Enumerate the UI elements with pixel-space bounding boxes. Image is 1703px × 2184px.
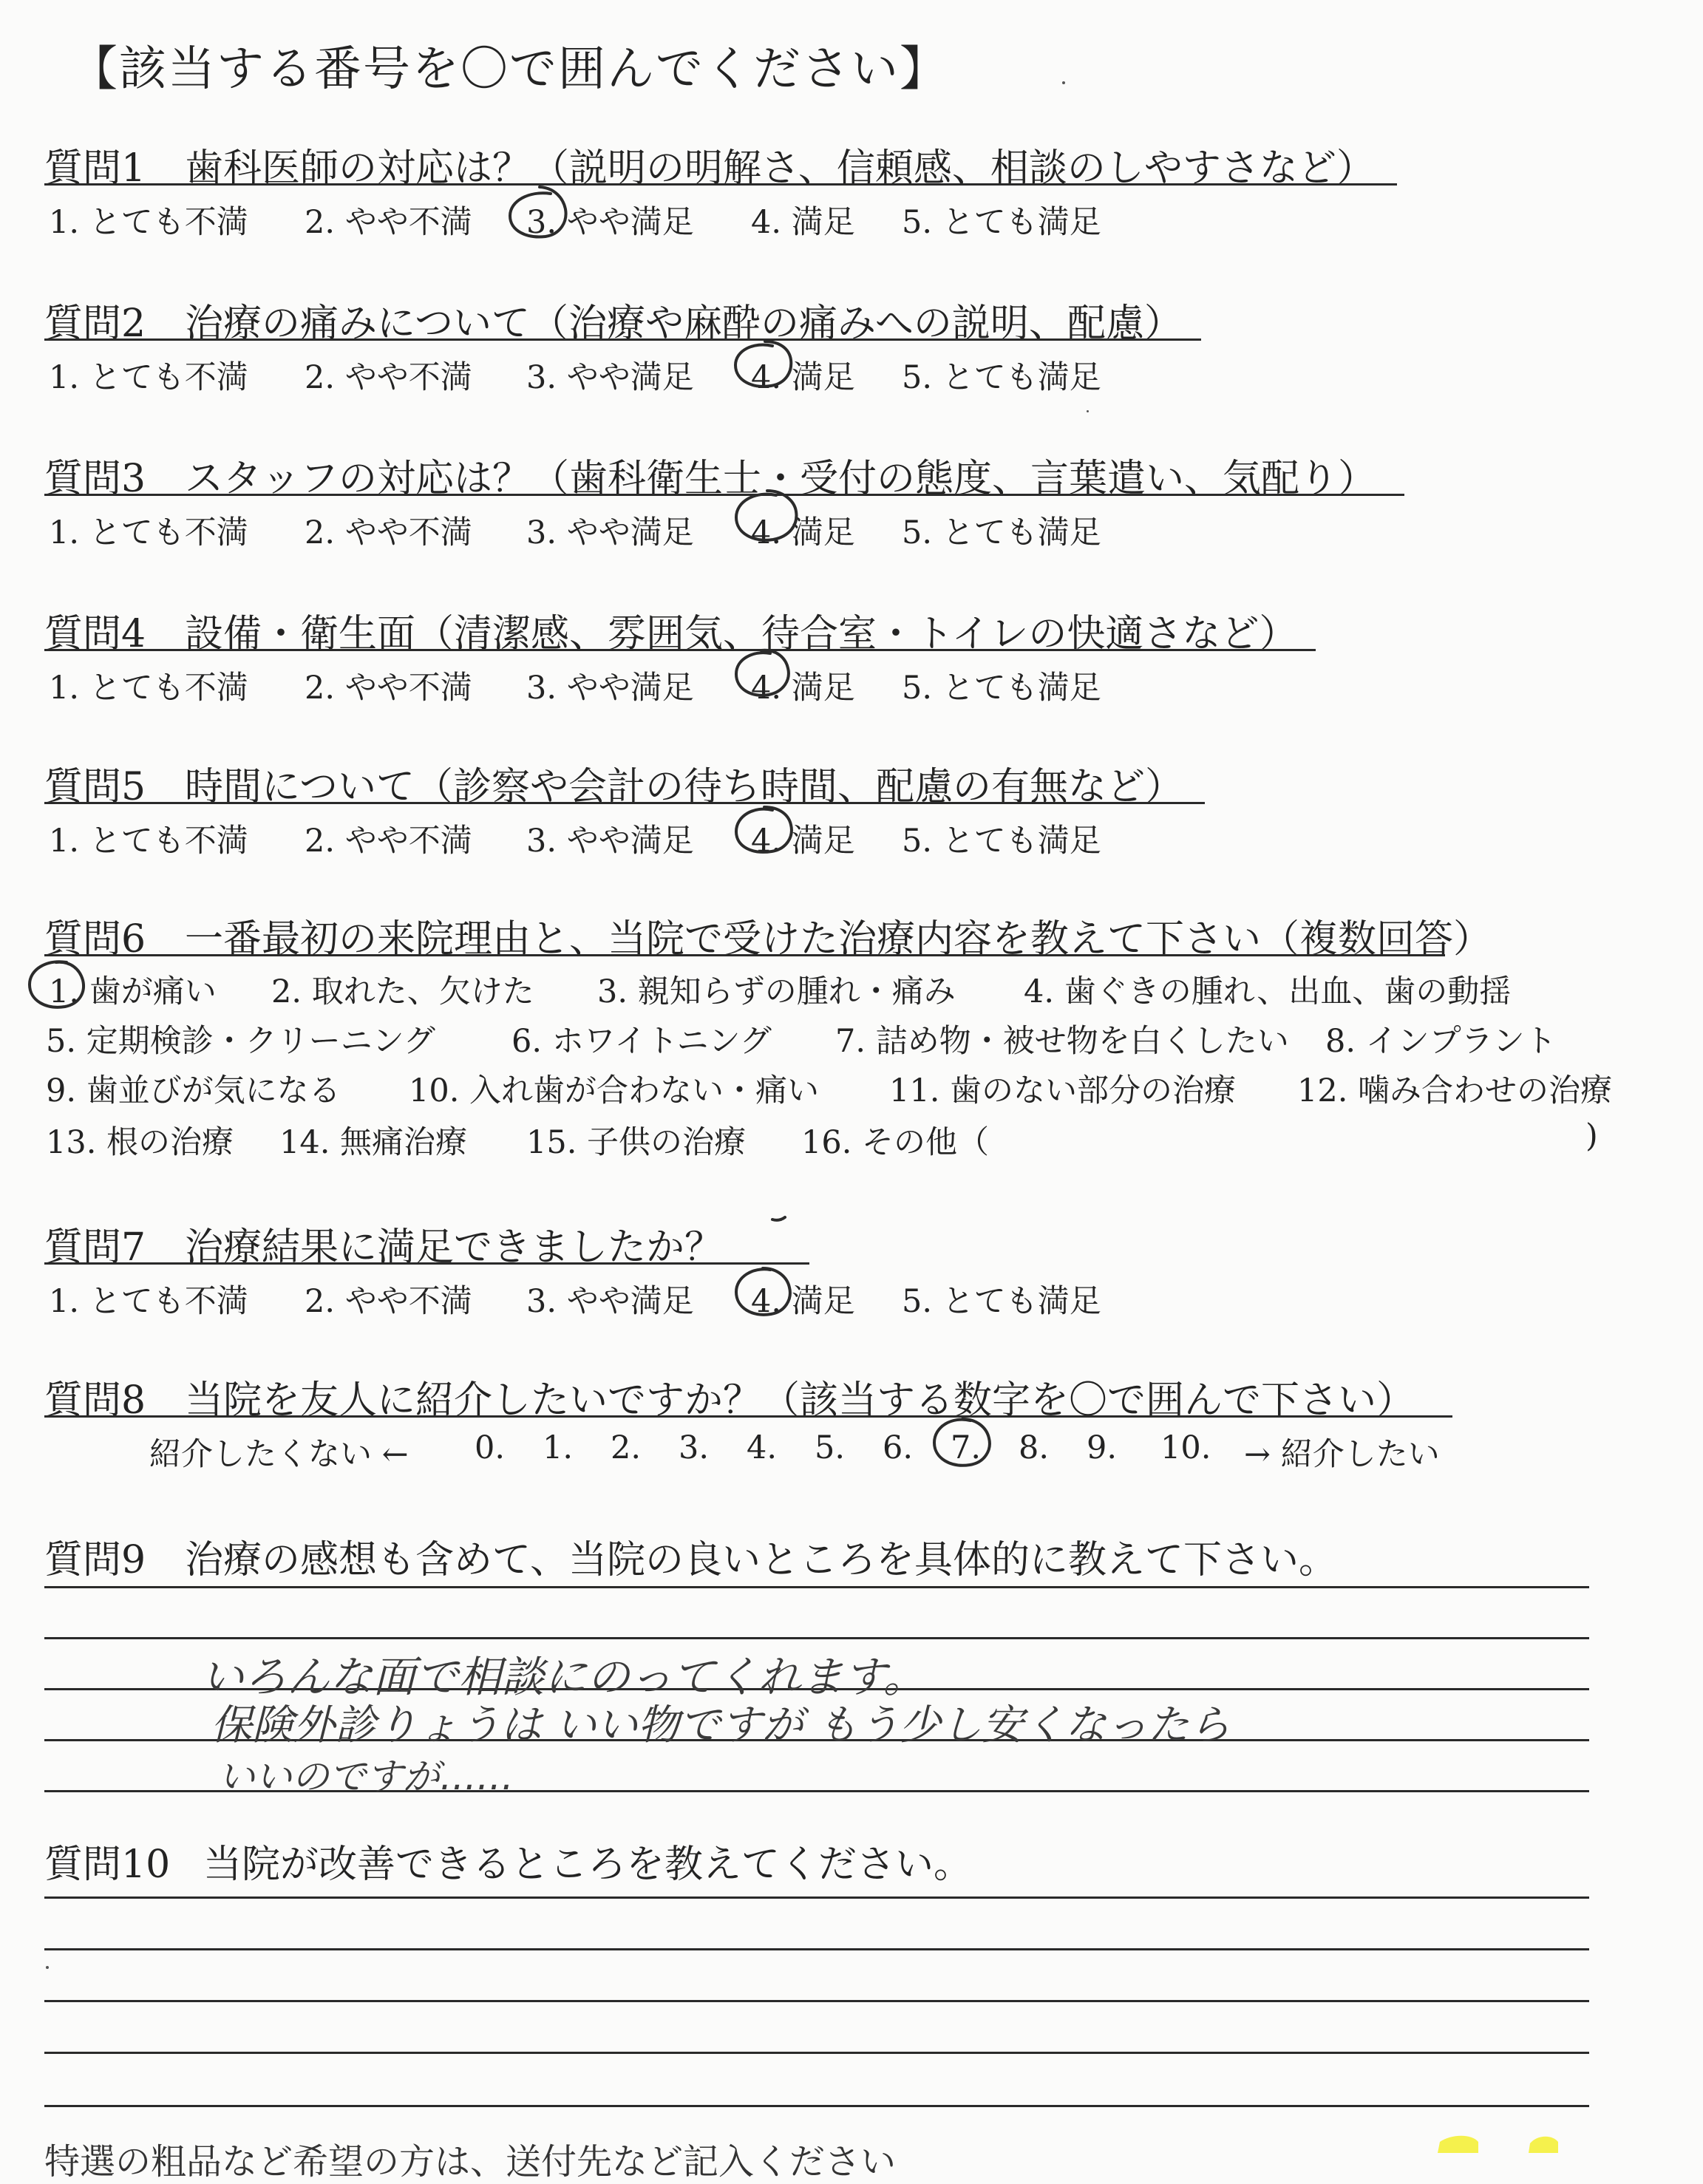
option[interactable]: 4. 満足 [751, 670, 855, 707]
scan-speck [1087, 410, 1089, 412]
option[interactable]: 1. とても不満 [49, 823, 248, 860]
option[interactable]: 3. やや満足 [526, 514, 694, 551]
question-text: 設備・衛生面（清潔感、雰囲気、待合室・トイレの快適さなど） [185, 612, 1298, 656]
scale-number[interactable]: 2. [611, 1429, 642, 1466]
option[interactable]: 8. インプラント [1325, 1023, 1557, 1060]
option[interactable]: 3. やや満足 [526, 359, 694, 396]
question-number: 質問3 [44, 457, 146, 501]
option[interactable]: 1. とても不満 [49, 514, 248, 551]
question-number: 質問10 [44, 1843, 171, 1887]
option[interactable]: 5. とても満足 [902, 1283, 1101, 1320]
option-close-paren: ) [1585, 1117, 1598, 1154]
scale-number[interactable]: 0. [475, 1429, 506, 1466]
scale-left-label: 紹介したくない ← [149, 1436, 409, 1473]
answer-line [44, 2052, 1589, 2054]
page-title: 【該当する番号を〇で囲んでください】 [70, 42, 948, 97]
underline [44, 954, 1445, 956]
handwritten-answer-line[interactable]: いろんな面で相談にのってくれます。 [201, 1652, 926, 1702]
option[interactable]: 9. 歯並びが気になる [46, 1072, 341, 1109]
question-text: 当院が改善できるところを教えてください。 [203, 1843, 973, 1887]
underline [44, 649, 1316, 651]
option[interactable]: 3. 親知らずの腫れ・痛み [597, 973, 956, 1010]
underline [44, 183, 1397, 186]
scale-right-label: → 紹介したい [1244, 1436, 1440, 1473]
question-number: 質問2 [44, 302, 146, 346]
answer-line [44, 2105, 1589, 2107]
option[interactable]: 1. とても不満 [49, 670, 248, 707]
scale-number[interactable]: 9. [1087, 1429, 1118, 1466]
question-9 [44, 1528, 1337, 1584]
question-number: 質問4 [44, 612, 146, 656]
option[interactable]: 2. やや不満 [305, 823, 472, 860]
footer-partial-text: 特選の粗品など希望の方は、送付先など記入ください [44, 2141, 897, 2183]
option[interactable]: 4. 歯ぐきの腫れ、出血、歯の動揺 [1024, 973, 1512, 1010]
underline [44, 1415, 1452, 1418]
question-text: 治療の感想も含めて、当院の良いところを具体的に教えて下さい。 [185, 1538, 1337, 1582]
question-number: 質問7 [44, 1225, 146, 1270]
option[interactable]: 7. 詰め物・被せ物を白くしたい [835, 1023, 1289, 1060]
option[interactable]: 2. やや不満 [305, 359, 472, 396]
option[interactable]: 4. 満足 [751, 823, 855, 860]
option[interactable]: 5. 定期検診・クリーニング [46, 1023, 435, 1060]
scale-number[interactable]: 3. [679, 1429, 710, 1466]
answer-line [44, 1896, 1589, 1899]
option[interactable]: 4. 満足 [751, 1283, 855, 1320]
scale-number[interactable]: 6. [883, 1429, 914, 1466]
question-text: 治療の痛みについて（治療や麻酔の痛みへの説明、配慮） [185, 302, 1183, 346]
option[interactable]: 10. 入れ歯が合わない・痛い [409, 1072, 820, 1109]
option[interactable]: 12. 噛み合わせの治療 [1297, 1072, 1613, 1109]
option[interactable]: 3. やや満足 [526, 823, 694, 860]
scale-number[interactable]: 4. [747, 1429, 778, 1466]
pen-stroke [772, 1217, 785, 1220]
scale-number[interactable]: 7. [951, 1429, 982, 1466]
underline [44, 494, 1404, 496]
question-text: 歯科医師の対応は？（説明の明解さ、信頼感、相談のしやすさなど） [185, 146, 1375, 191]
scale-number[interactable]: 10. [1160, 1429, 1211, 1466]
question-number: 質問8 [44, 1378, 146, 1423]
option[interactable]: 5. とても満足 [902, 670, 1101, 707]
scan-speck [46, 1966, 49, 1969]
option[interactable]: 2. やや不満 [305, 204, 472, 241]
handwritten-answer-line[interactable]: 保険外診りょうは いい物ですが もう少し安くなったら [211, 1701, 1231, 1749]
option[interactable]: 5. とても満足 [902, 204, 1101, 241]
option[interactable]: 15. 子供の治療 [526, 1124, 747, 1161]
option[interactable]: 3. やや満足 [526, 670, 694, 707]
option[interactable]: 4. 満足 [751, 514, 855, 551]
option[interactable]: 13. 根の治療 [46, 1124, 234, 1161]
underline [44, 339, 1201, 341]
option[interactable]: 11. 歯のない部分の治療 [889, 1072, 1237, 1109]
option[interactable]: 14. 無痛治療 [279, 1124, 468, 1161]
option[interactable]: 1. とても不満 [49, 204, 248, 241]
option[interactable]: 4. 満足 [751, 204, 855, 241]
option[interactable]: 4. 満足 [751, 359, 855, 396]
question-text: 治療結果に満足できましたか？ [185, 1225, 724, 1270]
question-number: 質問6 [44, 917, 146, 962]
highlighter-mark [1438, 2136, 1478, 2153]
option[interactable]: 3. やや満足 [526, 204, 694, 241]
option[interactable]: 2. やや不満 [305, 670, 472, 707]
scale-number[interactable]: 5. [815, 1429, 846, 1466]
question-number: 質問1 [44, 146, 146, 191]
question-number: 質問9 [44, 1538, 146, 1582]
scale-number[interactable]: 1. [543, 1429, 574, 1466]
option[interactable]: 2. 取れた、欠けた [271, 973, 534, 1010]
answer-line [44, 2000, 1589, 2002]
option[interactable]: 2. やや不満 [305, 514, 472, 551]
option[interactable]: 1. 歯が痛い [49, 973, 217, 1010]
option[interactable]: 1. とても不満 [49, 1283, 248, 1320]
question-text: 時間について（診察や会計の待ち時間、配慮の有無など） [185, 765, 1183, 809]
option[interactable]: 2. やや不満 [305, 1283, 472, 1320]
question-text: スタッフの対応は？（歯科衛生士・受付の態度、言葉遣い、気配り） [185, 457, 1377, 501]
option[interactable]: 1. とても不満 [49, 359, 248, 396]
question-text: 一番最初の来院理由と、当院で受けた治療内容を教えて下さい（複数回答） [185, 917, 1492, 962]
question-text: 当院を友人に紹介したいですか？（該当する数字を〇で囲んで下さい） [185, 1378, 1415, 1423]
scan-speck [1062, 81, 1065, 84]
handwritten-answer-line[interactable]: いいのですが…… [218, 1755, 514, 1798]
answer-line [44, 1637, 1589, 1639]
answer-line [44, 1586, 1589, 1588]
option[interactable]: 5. とても満足 [902, 823, 1101, 860]
option[interactable]: 16. その他（ [801, 1124, 990, 1161]
question-10 [44, 1833, 972, 1888]
underline [44, 1262, 809, 1265]
option[interactable]: 5. とても満足 [902, 359, 1101, 396]
underline [44, 802, 1205, 804]
answer-line [44, 1948, 1589, 1950]
option[interactable]: 6. ホワイトニング [511, 1023, 772, 1060]
option[interactable]: 5. とても満足 [902, 514, 1101, 551]
option[interactable]: 3. やや満足 [526, 1283, 694, 1320]
scale-number[interactable]: 8. [1019, 1429, 1050, 1466]
question-number: 質問5 [44, 765, 146, 809]
highlighter-mark [1529, 2137, 1558, 2153]
